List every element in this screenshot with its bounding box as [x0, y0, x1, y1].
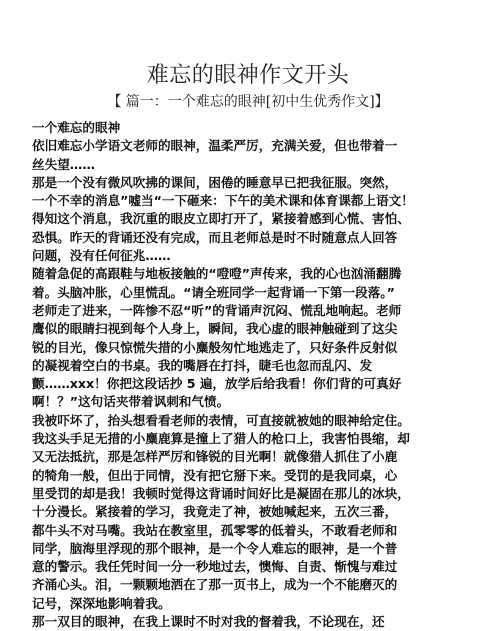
- text-line: 啊！？”这句话夹带着讽刺和气愤。: [32, 394, 230, 410]
- text-line: 又无法抵抗，那是怎样严厉和锋锐的目光啊！就像猎人抓住了小鹿: [32, 449, 398, 465]
- text-line: 我被吓坏了，抬头想看看老师的表情，可直接就被她的眼神给定住。: [32, 412, 410, 428]
- text-line: 随着急促的高跟鞋与地板接触的“噔噔”声传来，我的心也汹涌翻腾: [32, 266, 402, 282]
- text-line: 锐的目光，像只惊慌失措的小麋般匆忙地逃走了，只好条件反射似: [32, 339, 398, 355]
- text-line: 那是一个没有微风吹拂的课间，困倦的睡意早已把我征服。突然，: [32, 174, 398, 190]
- text-line: 都牛头不对马嘴。我站在教室里，孤零零的低着头，不敢看老师和: [32, 522, 398, 538]
- text-line: 着。头脑冲胀，心里慌乱。“请全班同学一起背诵一下第一段落。”: [32, 284, 395, 300]
- text-line: 老师走了进来，一阵惨不忍“听”的背诵声沉闷、慌乱地响起。老师: [32, 302, 402, 318]
- text-line: 问题，没有任何征兆……: [32, 248, 171, 264]
- text-line: 意的警示。我任凭时间一分一秒地过去，懊悔、自责、惭愧与难过: [32, 559, 398, 575]
- text-line: 那一双目的眼神，在我上课时不时对我的督着我，不论现在，还: [32, 614, 385, 630]
- text-line: 记号，深深地影响着我。: [32, 595, 171, 611]
- text-line: 的凝视着空白的书桌。我的嘴唇在打抖，睫毛也忽而乱闪、发: [32, 357, 373, 373]
- text-line: 的犄角一般，但出于同情，没有把它掰下来。受罚的是我同桌，心: [32, 467, 398, 483]
- text-line: 恐惧。昨天的背诵还没有完成，而且老师总是时不时随意点人回答: [32, 229, 398, 245]
- text-line: 齐涌心头。泪，一颗颗地洒在了那一页书上，成为一个不能磨灭的: [32, 577, 398, 593]
- text-line: 同学，脑海里浮现的那个眼神，是一个令人难忘的眼神，是一个普: [32, 540, 398, 556]
- document-subtitle: 【 篇一：一个难忘的眼神[初中生优秀作文]】: [107, 94, 389, 110]
- text-line: 鹰似的眼睛扫视到每个人身上，瞬间，我心虚的眼神触碰到了这尖: [32, 321, 398, 337]
- text-line: 里受罚的却是我！我顿时觉得这背诵时间好比是凝固在那儿的冰块，: [32, 485, 410, 501]
- document-title: 难忘的眼神作文开头: [146, 63, 350, 88]
- text-line: 十分漫长。紧接着的学习，我竟走了神，被她喊起来，五次三番，: [32, 504, 398, 520]
- text-line: 得知这个消息，我沉重的眼皮立即打开了，紧接着感到心慌、害怕、: [32, 211, 410, 227]
- document-body: [32, 119, 468, 631]
- text-line: 一个难忘的眼神: [32, 120, 121, 135]
- text-line: 颤……xxx！你把这段话抄 5 遍，放学后给我看！你们背的可真好: [32, 376, 402, 392]
- text-line: 依旧难忘小学语文老师的眼神，温柔严厉，充满关爱，但也带着一: [32, 138, 398, 154]
- text-line: 丝失望……: [32, 156, 95, 172]
- text-line: 我这头手足无措的小麋鹿算是撞上了猎人的枪口上，我害怕畏缩，却: [32, 431, 410, 447]
- text-line: 一个不幸的消息”嘘当“一下砸来：下午的美术课和体育课都上语文！: [32, 193, 414, 209]
